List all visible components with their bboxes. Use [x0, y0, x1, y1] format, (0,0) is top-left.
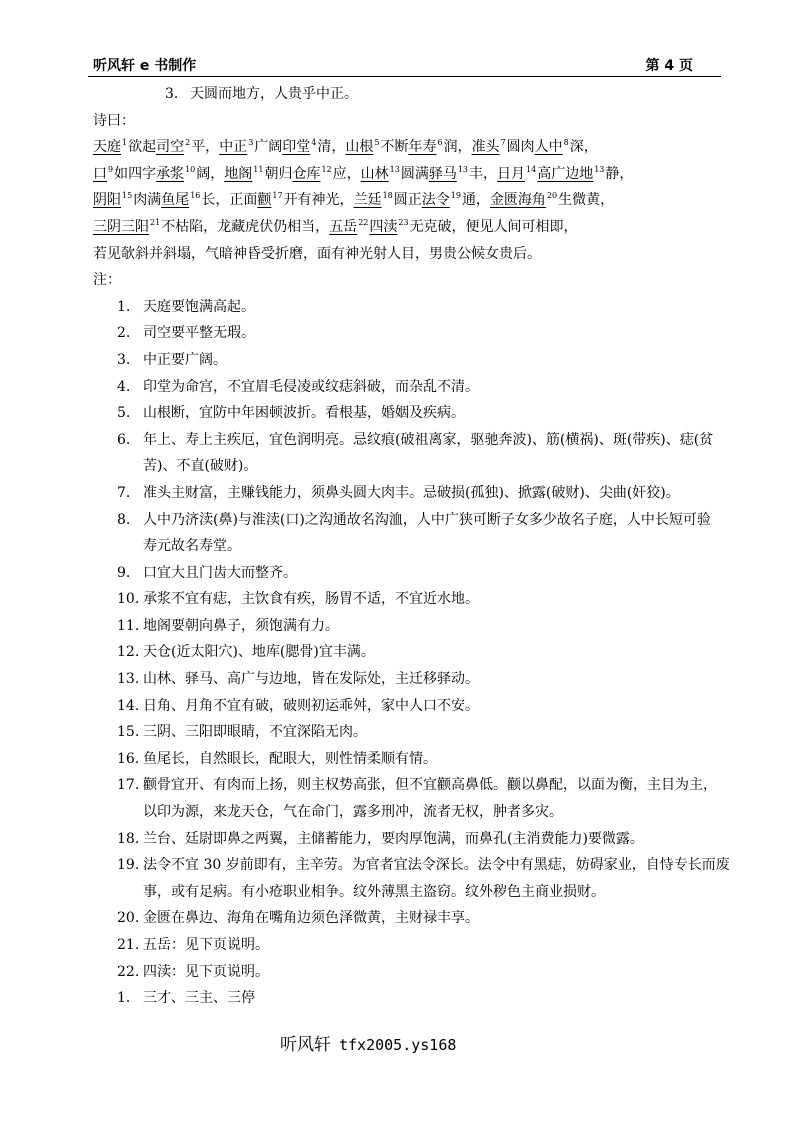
note-text [143, 560, 732, 587]
note-line: 金匮在鼻边、海角在嘴角边须色泽微黄，主财禄丰享。 [143, 910, 479, 927]
footnote-ref: 16 [190, 191, 201, 201]
note-number: 9. [117, 564, 131, 581]
note-text [143, 347, 732, 374]
poem-term: 口 [93, 165, 107, 182]
note-number: 12. [117, 644, 140, 661]
footnote-ref: 17 [272, 191, 283, 201]
note-item [0, 666, 732, 693]
note-text [143, 826, 732, 853]
note-text [143, 400, 732, 427]
poem-term: 日月 [497, 165, 526, 182]
note-number: 7. [117, 484, 131, 501]
poem-text: 圆肉 [506, 139, 535, 156]
header-title: 听风轩 e 书制作 [93, 58, 197, 74]
page-footer [280, 1031, 456, 1059]
poem-term: 准头 [471, 139, 500, 156]
poem-term: 仓库 [292, 165, 321, 182]
poem-term: 五岳 [329, 218, 358, 235]
footnote-ref: 4 [311, 138, 317, 148]
note-item [0, 693, 732, 720]
note-item [0, 480, 732, 507]
note-line: 司空要平整无瑕。 [143, 325, 255, 342]
note-line: 鱼尾长，自然眼长，配眼大，则性情柔顺有情。 [143, 750, 437, 767]
note-line: 中正要广阔。 [143, 351, 227, 368]
poem-text: 广阔 [254, 139, 283, 156]
footnote-ref: 23 [398, 217, 409, 227]
note-line: 口宜大且门齿大而整齐。 [143, 564, 297, 581]
footnote-ref: 12 [321, 164, 332, 174]
note-text [143, 639, 732, 666]
poem-term: 兰廷 [353, 192, 382, 209]
note-number: 22. [117, 963, 140, 980]
note-text [143, 374, 732, 401]
footnote-ref: 13 [457, 164, 469, 174]
poem-term: 人中 [534, 139, 563, 156]
note-item [0, 507, 732, 560]
footnote-ref: 8 [563, 138, 569, 148]
note-item [0, 374, 732, 401]
note-item [0, 320, 732, 347]
poem-term: 地阁 [224, 165, 253, 182]
note-line: 苦)、不直(破财)。 [143, 458, 258, 475]
note-item [0, 746, 732, 773]
footnote-ref: 9 [108, 164, 114, 174]
note-text [143, 294, 732, 321]
note-line: 四渎：见下页说明。 [143, 963, 269, 980]
poem-term: 印堂 [282, 139, 311, 156]
note-number: 19. [117, 857, 140, 874]
intro-line [0, 81, 793, 108]
poem-term: 高广边地 [537, 165, 594, 182]
poem-term: 鱼尾 [161, 192, 190, 209]
note-number: 13. [117, 671, 140, 688]
poem-term: 驿马 [428, 165, 457, 182]
note-line: 山根断，宜防中年困顿波折。看根基，婚姻及疾病。 [143, 405, 465, 422]
footnote-ref: 10 [185, 164, 196, 174]
footnote-ref: 3 [248, 138, 254, 148]
note-item [0, 294, 732, 321]
poem-line [0, 187, 743, 214]
note-text [143, 320, 732, 347]
poem-text: 若见欹斜并斜塌，气暗神昏受折磨，面有神光射人目，男贵公候女贵后。 [93, 245, 541, 262]
note-item [0, 852, 732, 905]
note-line: 事，或有足病。有小疮职业相争。纹外薄黑主盗窃。纹外秽色主商业损财。 [143, 883, 605, 900]
note-line: 人中乃济渎(鼻)与淮渎(口)之沟通故名沟洫，人中广狭可断子女多少故名子庭，人中长短可验 [143, 511, 711, 528]
page-header [93, 56, 693, 76]
note-line: 山林、驿马、高广与边地，皆在发际处，主迁移驿动。 [143, 671, 479, 688]
note-line: 法令不宜 30 岁前即有，主辛劳。为官者宜法令深长。法令中有黑痣，妨碍家业，自恃专长而废 [143, 857, 730, 874]
note-item [0, 639, 732, 666]
poem-term: 四渎 [369, 218, 398, 235]
poem-line [0, 214, 743, 241]
note-number: 4. [117, 378, 131, 395]
note-item [0, 985, 732, 1012]
footnote-ref: 1 [122, 138, 128, 148]
note-item [0, 347, 732, 374]
footnote-ref: 13 [389, 164, 400, 174]
note-number: 20. [117, 910, 140, 927]
poem-text: 朝归 [264, 165, 293, 182]
note-text [143, 480, 732, 507]
poem-text: 肉满 [133, 192, 162, 209]
note-line: 天仓(近太阳穴)、地库(腮骨)宜丰满。 [143, 644, 375, 661]
footnote-ref: 21 [150, 217, 161, 227]
poem-term: 中正 [219, 139, 248, 156]
poem-line [0, 241, 743, 268]
footnote-ref: 20 [546, 191, 558, 201]
note-number: 14. [117, 697, 140, 714]
note-item [0, 586, 732, 613]
poem-text: 平， [191, 139, 220, 156]
poem-text: 长，正面 [201, 192, 258, 209]
note-item [0, 905, 732, 932]
poem-term: 年寿 [408, 139, 437, 156]
poem-term: 金匮海角 [489, 192, 546, 209]
note-item [0, 400, 732, 427]
note-text [143, 586, 732, 613]
footnote-ref: 15 [122, 191, 133, 201]
note-text [143, 905, 732, 932]
note-item [0, 613, 732, 640]
poem-term: 阴阳 [93, 192, 121, 209]
note-item [0, 932, 732, 959]
note-number: 5. [117, 405, 131, 422]
note-line: 印堂为命宫，不宜眉毛侵凌或纹痣斜破，而杂乱不清。 [143, 378, 479, 395]
note-line: 兰台、廷尉即鼻之两翼，主储蓄能力，要肉厚饱满，而鼻孔(主消费能力)要微露。 [143, 830, 644, 847]
note-text [143, 719, 732, 746]
footnote-ref: 19 [450, 191, 461, 201]
notes-list [0, 294, 793, 1012]
footnote-ref: 14 [526, 164, 537, 174]
footnote-ref: 18 [382, 191, 393, 201]
note-number: 18. [117, 830, 140, 847]
note-text [143, 693, 732, 720]
poem-line [0, 134, 743, 161]
poem-term: 司空 [156, 139, 185, 156]
note-item [0, 959, 732, 986]
note-item [0, 560, 732, 587]
poem-term: 承浆 [156, 165, 185, 182]
note-number: 6. [117, 431, 131, 448]
note-line: 寿元故名寿堂。 [143, 538, 241, 555]
poem-text: 圆满 [400, 165, 429, 182]
poem-text: 欲起 [128, 139, 157, 156]
poem-text: 无克破，便见人间可相即， [409, 218, 578, 235]
note-number: 15. [117, 724, 140, 741]
poem-term: 山林 [360, 165, 389, 182]
note-line: 地阁要朝向鼻子，须饱满有力。 [143, 617, 339, 634]
note-line: 准头主财富，主赚钱能力，须鼻头圆大肉丰。忌破损(孤独)、掀露(破财)、尖曲(奸狡)。 [143, 484, 680, 501]
poem-text: 静， [605, 165, 634, 182]
poem-text: 如四字 [114, 165, 157, 182]
note-number: 1. [117, 298, 131, 315]
note-number: 21. [117, 937, 140, 953]
poem-text: 应， [332, 165, 361, 182]
footnote-ref: 5 [374, 138, 380, 148]
page-body [0, 81, 793, 1012]
note-line: 三阴、三阳即眼睛，不宜深陷无肉。 [143, 724, 367, 741]
footnote-ref: 7 [500, 138, 506, 148]
notes-label: 注： [93, 272, 121, 289]
intro-text: 天圆而地方，人贵乎中正。 [190, 86, 358, 102]
page-number: 第 4 页 [645, 58, 693, 74]
note-text [143, 932, 732, 959]
note-number: 11. [117, 617, 140, 634]
note-line: 三才、三主、三停 [143, 990, 255, 1007]
note-number: 1. [117, 990, 131, 1007]
note-text [143, 507, 732, 560]
note-text [143, 613, 732, 640]
footnote-ref: 6 [437, 138, 443, 148]
poem-text: 阔， [196, 165, 225, 182]
poem-text: 润， [443, 139, 472, 156]
note-number: 10. [117, 591, 140, 608]
note-text [143, 666, 732, 693]
note-item [0, 719, 732, 746]
note-item [0, 772, 732, 825]
note-text [143, 959, 732, 986]
note-line: 颧骨宜开、有肉而上扬，则主权势高张，但不宜颧高鼻低。颧以鼻配，以面为衡，主目为主， [143, 777, 717, 794]
header-divider [88, 76, 721, 77]
poem-text: 圆正 [393, 192, 422, 209]
poem-line [0, 161, 743, 188]
footnote-ref: 11 [253, 164, 264, 174]
poem-text: 清， [317, 139, 346, 156]
poem-text: 不枯陷，龙藏虎伏仍相当， [161, 218, 330, 235]
note-text [143, 772, 732, 825]
poem-label: 诗曰： [93, 112, 135, 129]
poem-text: 生微黄， [558, 192, 615, 209]
poem-text: 通， [461, 192, 490, 209]
note-line: 天庭要饱满高起。 [143, 298, 255, 315]
note-line: 承浆不宜有痣，主饮食有疾，肠胃不适，不宜近水地。 [143, 591, 479, 608]
note-text [143, 985, 732, 1012]
poem-text: 开有神光， [283, 192, 354, 209]
poem-term: 山根 [345, 139, 374, 156]
poem-term: 三阴三阳 [93, 218, 149, 235]
note-item [0, 427, 732, 480]
note-line: 五岳：见下页说明。 [143, 937, 269, 953]
note-text [143, 746, 732, 773]
footnote-ref: 13 [594, 164, 605, 174]
footer-brand: 听风轩 [280, 1035, 331, 1055]
poem-text: 不断 [380, 139, 409, 156]
poem-term: 天庭 [93, 139, 121, 156]
poem-term: 颧 [257, 192, 272, 209]
note-line: 以印为源，来龙天仓，气在命门，露多刑冲，流者无权，肿者多灾。 [143, 804, 563, 821]
poem-text: 丰， [469, 165, 498, 182]
note-line: 年上、寿上主疾厄，宜色润明亮。忌纹痕(破祖离家，驱驰奔波)、筋(横祸)、斑(带疾)、痣(贫 [143, 431, 714, 448]
note-number: 3. [117, 351, 131, 368]
note-number: 16. [117, 750, 140, 767]
poem-term: 法令 [421, 192, 450, 209]
footer-site: tfx2005.ys168 [339, 1036, 457, 1054]
note-number: 17. [117, 777, 140, 794]
note-number: 2. [117, 325, 131, 342]
note-number: 8. [117, 511, 131, 528]
footnote-ref: 2 [185, 138, 191, 148]
note-line: 日角、月角不宜有破，破则初运乖舛，家中人口不安。 [143, 697, 479, 714]
intro-number: 3. [165, 86, 179, 102]
note-text [143, 427, 732, 480]
footnote-ref: 22 [358, 217, 369, 227]
note-item [0, 826, 732, 853]
poem [0, 134, 793, 267]
note-text [143, 852, 732, 905]
poem-text: 深， [569, 139, 598, 156]
